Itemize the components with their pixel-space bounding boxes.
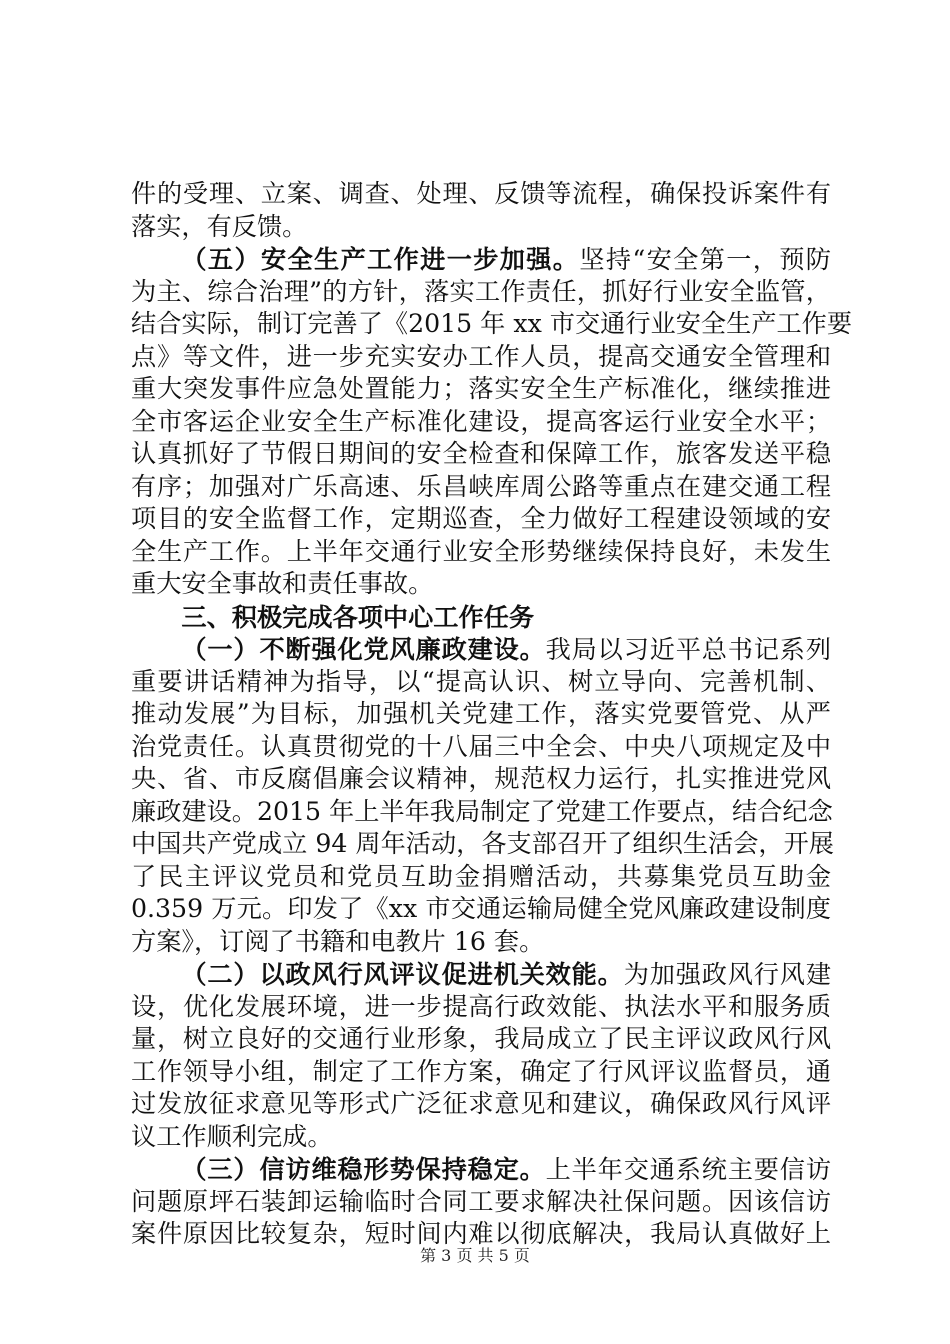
text-line: 问题原坪石装卸运输临时合同工要求解决社保问题。因该信访 — [131, 1186, 831, 1216]
text-line: 认真抓好了节假日期间的安全检查和保障工作，旅客发送平稳 — [131, 439, 831, 468]
text-run: 坚持“安全第一，预防 — [579, 245, 831, 274]
text-line: 件的受理、立案、调查、处理、反馈等流程，确保投诉案件有 — [131, 179, 831, 208]
text-line: 0.359 万元。印发了《xx 市交通运输局健全党风廉政建设制度 — [131, 894, 831, 923]
paragraph-heading-line — [131, 1153, 831, 1186]
text-line: 重大安全事故和责任事故。 — [131, 569, 434, 598]
paragraph-heading-line — [131, 958, 831, 991]
text-line: 结合实际，制订完善了《2015 年 xx 市交通行业安全生产工作要 — [131, 309, 853, 338]
text-line: 工作领导小组，制定了工作方案，确定了行风评议监督员，通 — [131, 1056, 831, 1086]
subsection-heading: （二）以政风行风评议促进机关效能。 — [181, 959, 624, 989]
text-line: 廉政建设。2015 年上半年我局制定了党建工作要点，结合纪念 — [131, 796, 833, 826]
text-line: 重大突发事件应急处置能力；落实安全生产标准化，继续推进 — [131, 374, 831, 403]
text-line: 有序；加强对广乐高速、乐昌峡库周公路等重点在建交通工程 — [131, 471, 831, 501]
text-line: 议工作顺利完成。 — [131, 1121, 333, 1151]
document-body — [131, 178, 853, 1251]
text-line: 推动发展”为目标，加强机关党建工作，落实党要管党、从严 — [131, 699, 831, 728]
page-number-footer: 第 3 页 共 5 页 — [420, 1246, 530, 1265]
text-line: 了民主评议党员和党员互助金捐赠活动，共募集党员互助金 — [131, 861, 831, 891]
text-run: 上半年交通系统主要信访 — [545, 1155, 832, 1184]
section-heading: 三、积极完成各项中心工作任务 — [181, 601, 535, 632]
text-line: 央、省、市反腐倡廉会议精神，规范权力运行，扎实推进党风 — [131, 764, 831, 793]
text-line: 设，优化发展环境，进一步提高行政效能、执法水平和服务质 — [131, 991, 831, 1021]
text-line: 点》等文件，进一步充实安办工作人员，提高交通安全管理和 — [131, 341, 831, 371]
text-line: 项目的安全监督工作，定期巡查，全力做好工程建设领域的安 — [131, 504, 831, 533]
paragraph-heading-line — [131, 243, 831, 276]
text-line: 方案》，订阅了书籍和电教片 16 套。 — [131, 926, 545, 956]
text-line: 落实，有反馈。 — [131, 211, 308, 241]
subsection-heading: （一）不断强化党风廉政建设。 — [181, 634, 546, 664]
paragraph-heading-line — [131, 633, 831, 666]
text-line: 中国共产党成立 94 周年活动，各支部召开了组织生活会，开展 — [131, 829, 834, 858]
text-line: 过发放征求意见等形式广泛征求意见和建议，确保政风行风评 — [131, 1089, 831, 1118]
text-line: 全市客运企业安全生产标准化建设，提高客运行业安全水平； — [131, 406, 831, 436]
text-line: 治党责任。认真贯彻党的十八届三中全会、中央八项规定及中 — [131, 731, 831, 761]
text-line: 量，树立良好的交通行业形象，我局成立了民主评议政风行风 — [131, 1024, 831, 1053]
subsection-heading: （五）安全生产工作进一步加强。 — [181, 244, 580, 274]
text-line: 为主、综合治理”的方针，落实工作责任，抓好行业安全监管， — [131, 276, 831, 306]
text-run: 我局以习近平总书记系列 — [545, 635, 832, 664]
subsection-heading: （三）信访维稳形势保持稳定。 — [181, 1154, 546, 1184]
text-run: 为加强政风行风建 — [623, 960, 832, 989]
text-line: 重要讲话精神为指导，以“提高认识、树立导向、完善机制、 — [131, 666, 831, 696]
text-line: 全生产工作。上半年交通行业安全形势继续保持良好，未发生 — [131, 536, 831, 566]
text-line: 案件原因比较复杂，短时间内难以彻底解决，我局认真做好上 — [131, 1219, 831, 1248]
